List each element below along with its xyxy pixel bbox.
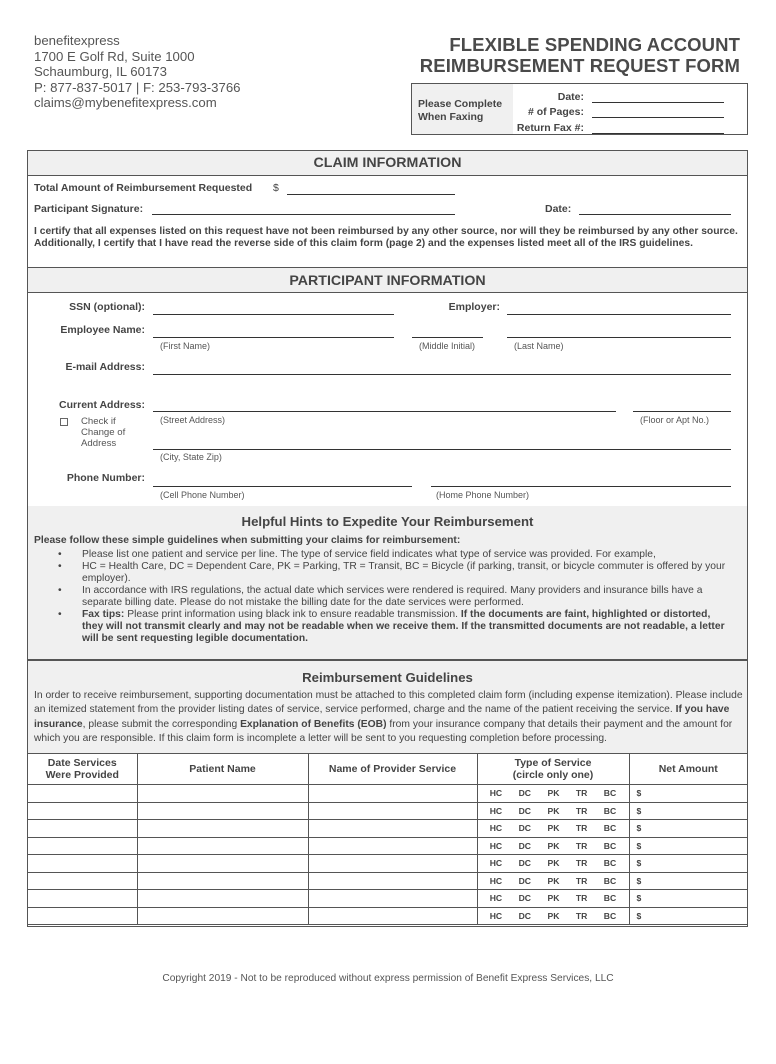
service-code-option[interactable]: PK	[547, 893, 560, 904]
fax-pages-row	[513, 103, 747, 119]
bullet-icon: •	[58, 561, 62, 572]
net-amount-cell[interactable]	[629, 802, 747, 820]
col-header-date: Date Services Were Provided	[28, 754, 137, 785]
col-header-provider: Name of Provider Service	[308, 754, 477, 785]
helpful-hints-list	[58, 549, 730, 645]
cell-phone-hint: (Cell Phone Number)	[160, 490, 245, 500]
patient-name-cell[interactable]	[137, 907, 308, 925]
first-name-field[interactable]	[153, 337, 394, 338]
net-amount-cell[interactable]	[629, 907, 747, 925]
service-code-option[interactable]: HC	[489, 893, 503, 904]
employee-name-label: Employee Name:	[60, 324, 145, 336]
helpful-hints-intro: Please follow these simple guidelines when submitting your claims for reimbursement:	[34, 535, 461, 546]
certification-statement: I certify that all expenses listed on this request have not been reimbursed by any other source, nor will they be reimbursed by any other source. Additionally, I certify that I have read the reverse side of this claim form (page 2) and the expenses listed meet all of the IRS guidelines.	[34, 226, 738, 249]
provider-cell[interactable]	[308, 820, 477, 838]
employer-field[interactable]	[507, 314, 731, 315]
fax-info-box	[411, 83, 748, 135]
change-of-address-line3: Address	[81, 438, 117, 449]
col-header-amount: Net Amount	[629, 754, 747, 785]
table-row	[28, 872, 747, 890]
fax-tips-label: Fax tips:	[82, 609, 125, 620]
table-row	[28, 802, 747, 820]
date-cell[interactable]	[28, 837, 137, 855]
patient-name-cell[interactable]	[137, 837, 308, 855]
street-address-hint: (Street Address)	[160, 415, 226, 425]
company-email: claims@mybenefitexpress.com	[34, 95, 217, 111]
provider-cell[interactable]	[308, 855, 477, 873]
form-title-line2: REIMBURSEMENT REQUEST FORM	[419, 55, 740, 76]
date-cell[interactable]	[28, 872, 137, 890]
hint-text: Please list one patient and service per line. The type of service field indicates what type of service was provided. For example,	[82, 549, 656, 560]
service-code-option[interactable]: PK	[547, 823, 560, 834]
table-row	[28, 820, 747, 838]
service-type-cell	[477, 890, 629, 908]
service-code-option[interactable]: TR	[575, 805, 588, 816]
hint-text: In accordance with IRS regulations, the actual date which services were rendered is required. Many providers and insurance bills have a separate billing date. Please do not mistake the billing date for the date services were performed.	[82, 585, 703, 608]
fax-return-field[interactable]	[592, 123, 724, 134]
provider-cell[interactable]	[308, 802, 477, 820]
service-code-option[interactable]: TR	[575, 823, 588, 834]
currency-symbol: $	[273, 182, 279, 194]
hint-text: HC = Health Care, DC = Dependent Care, PK = Parking, TR = Transit, BC = Bicycle (if parking, transit, or bicycle commuter is offered by your employer).	[82, 561, 726, 584]
form-title	[420, 34, 740, 76]
service-type-cell	[477, 785, 629, 803]
date-cell[interactable]	[28, 785, 137, 803]
claim-date-field[interactable]	[579, 214, 731, 215]
table-row	[28, 855, 747, 873]
service-code-option[interactable]: BC	[603, 875, 617, 886]
hint-text: Please print information using black ink to ensure readable transmission.	[124, 609, 461, 620]
bullet-icon: •	[58, 585, 62, 596]
service-type-cell	[477, 855, 629, 873]
net-amount-cell[interactable]	[629, 785, 747, 803]
service-code-option[interactable]: BC	[603, 840, 617, 851]
service-code-option[interactable]: TR	[575, 840, 588, 851]
fax-label-line1: Please Complete	[418, 98, 503, 110]
provider-cell[interactable]	[308, 890, 477, 908]
patient-name-cell[interactable]	[137, 855, 308, 873]
fax-box-label	[412, 84, 513, 134]
currency-symbol: $	[636, 875, 642, 886]
bullet-icon: •	[58, 609, 62, 620]
last-name-field[interactable]	[507, 337, 731, 338]
reimbursement-guidelines-title: Reimbursement Guidelines	[302, 670, 473, 685]
participant-information-section	[27, 267, 748, 507]
street-address-field[interactable]	[153, 411, 616, 412]
service-code-option[interactable]: PK	[547, 875, 560, 886]
hint-item	[58, 585, 730, 609]
table-row	[28, 907, 747, 925]
date-cell[interactable]	[28, 855, 137, 873]
table-row	[28, 837, 747, 855]
service-code-option[interactable]: DC	[518, 858, 532, 869]
change-of-address-label	[81, 416, 125, 449]
table-header-row	[28, 754, 747, 785]
currency-symbol: $	[636, 788, 642, 799]
service-code-option[interactable]: DC	[518, 788, 532, 799]
fax-return-row	[513, 118, 747, 134]
middle-initial-hint: (Middle Initial)	[419, 341, 476, 351]
company-phone-fax: P: 877-837-5017 | F: 253-793-3766	[34, 79, 241, 95]
fax-date-field[interactable]	[592, 92, 724, 103]
fax-return-label: Return Fax #:	[516, 121, 584, 134]
provider-cell[interactable]	[308, 872, 477, 890]
company-address-block	[34, 33, 241, 111]
patient-name-cell[interactable]	[137, 820, 308, 838]
total-amount-label: Total Amount of Reimbursement Requested	[34, 182, 253, 194]
service-code-option[interactable]: BC	[603, 788, 617, 799]
apt-field[interactable]	[633, 411, 731, 412]
first-name-hint: (First Name)	[160, 341, 210, 351]
patient-name-cell[interactable]	[137, 872, 308, 890]
service-code-option[interactable]: TR	[575, 893, 588, 904]
net-amount-cell[interactable]	[629, 837, 747, 855]
date-cell[interactable]	[28, 890, 137, 908]
service-code-option[interactable]: HC	[489, 823, 503, 834]
bullet-icon: •	[58, 549, 62, 560]
fax-label-line2: When Faxing	[418, 110, 484, 123]
service-type-cell	[477, 907, 629, 925]
guideline-text: , please submit the corresponding	[82, 718, 241, 730]
date-cell[interactable]	[28, 907, 137, 925]
claim-information-heading: CLAIM INFORMATION	[28, 151, 747, 176]
service-code-option[interactable]: DC	[518, 875, 532, 886]
service-code-option[interactable]: HC	[489, 858, 503, 869]
apt-hint: (Floor or Apt No.)	[640, 415, 710, 425]
copyright-footer: Copyright 2019 - Not to be reproduced without express permission of Benefit Express Services, LLC	[162, 973, 614, 984]
fax-date-label: Date:	[557, 90, 584, 103]
email-field[interactable]	[153, 374, 731, 375]
email-label: E-mail Address:	[65, 361, 145, 373]
service-code-option[interactable]: HC	[489, 910, 503, 921]
service-code-option[interactable]: PK	[547, 910, 560, 921]
service-code-option[interactable]: TR	[575, 875, 588, 886]
date-cell[interactable]	[28, 802, 137, 820]
ssn-field[interactable]	[153, 314, 394, 315]
guideline-text: from your insurance company that details their payment and the amount for which you are responsible. If this claim form is incomplete a letter will be sent to you requesting completion before processing.	[34, 718, 733, 744]
form-title-line1: FLEXIBLE SPENDING ACCOUNT	[449, 34, 740, 55]
service-code-option[interactable]: BC	[603, 823, 617, 834]
service-code-option[interactable]: HC	[489, 875, 503, 886]
service-code-option[interactable]: BC	[603, 893, 617, 904]
currency-symbol: $	[636, 805, 642, 816]
hint-item	[58, 549, 730, 561]
patient-name-cell[interactable]	[137, 785, 308, 803]
company-name: benefitexpress	[34, 33, 120, 48]
claim-information-section	[27, 150, 748, 268]
date-cell[interactable]	[28, 820, 137, 838]
service-code-option[interactable]: PK	[547, 788, 560, 799]
change-of-address-line1: Check if	[81, 416, 116, 427]
company-address-line1: 1700 E Golf Rd, Suite 1000	[34, 48, 195, 64]
currency-symbol: $	[636, 910, 642, 921]
table-row	[28, 785, 747, 803]
reimbursement-guidelines-section	[27, 659, 748, 927]
service-code-option[interactable]: HC	[489, 840, 503, 851]
service-type-cell	[477, 837, 629, 855]
net-amount-cell[interactable]	[629, 890, 747, 908]
service-code-option[interactable]: TR	[575, 788, 588, 799]
provider-cell[interactable]	[308, 837, 477, 855]
service-code-option[interactable]: HC	[489, 788, 503, 799]
service-code-option[interactable]: DC	[518, 823, 532, 834]
provider-cell[interactable]	[308, 785, 477, 803]
change-of-address-line2: Change of	[81, 427, 126, 438]
city-state-zip-field[interactable]	[153, 449, 731, 450]
service-code-option[interactable]: DC	[518, 805, 532, 816]
fax-date-row	[513, 87, 747, 103]
city-state-zip-hint: (City, State Zip)	[160, 452, 222, 462]
service-code-option[interactable]: PK	[547, 805, 560, 816]
currency-symbol: $	[636, 840, 642, 851]
total-amount-field[interactable]	[287, 194, 455, 195]
service-code-option[interactable]: TR	[575, 858, 588, 869]
patient-name-cell[interactable]	[137, 802, 308, 820]
net-amount-cell[interactable]	[629, 872, 747, 890]
change-of-address-checkbox[interactable]	[60, 418, 68, 426]
last-name-hint: (Last Name)	[514, 341, 564, 351]
home-phone-hint: (Home Phone Number)	[436, 490, 530, 500]
service-type-cell	[477, 872, 629, 890]
service-code-option[interactable]: BC	[603, 858, 617, 869]
middle-initial-field[interactable]	[412, 337, 483, 338]
service-code-option[interactable]: BC	[603, 805, 617, 816]
participant-signature-label: Participant Signature:	[34, 203, 144, 215]
helpful-hints-section	[27, 506, 748, 660]
hint-item	[58, 561, 730, 585]
service-code-option[interactable]: DC	[518, 910, 532, 921]
service-code-option[interactable]: HC	[489, 805, 503, 816]
patient-name-cell[interactable]	[137, 890, 308, 908]
provider-cell[interactable]	[308, 907, 477, 925]
service-code-option[interactable]: PK	[547, 840, 560, 851]
reimbursement-guidelines-text	[34, 689, 746, 746]
hint-item-fax-tips	[58, 609, 730, 645]
service-code-option[interactable]: DC	[518, 840, 532, 851]
service-code-option[interactable]: PK	[547, 858, 560, 869]
currency-symbol: $	[636, 893, 642, 904]
guideline-eob-emphasis: Explanation of Benefits (EOB)	[240, 718, 387, 730]
participant-information-heading: PARTICIPANT INFORMATION	[28, 267, 747, 293]
current-address-label: Current Address:	[59, 399, 145, 411]
currency-symbol: $	[636, 823, 642, 834]
col-header-type: Type of Service (circle only one)	[477, 754, 629, 785]
fax-pages-field[interactable]	[592, 107, 724, 118]
guideline-insurance-emphasis: If you have insurance	[34, 704, 730, 730]
cell-phone-field[interactable]	[153, 486, 412, 487]
net-amount-cell[interactable]	[629, 820, 747, 838]
ssn-label: SSN (optional):	[69, 301, 145, 313]
service-type-cell	[477, 820, 629, 838]
home-phone-field[interactable]	[431, 486, 731, 487]
table-row	[28, 890, 747, 908]
fax-pages-label: # of Pages:	[527, 106, 584, 118]
currency-symbol: $	[636, 858, 642, 869]
guideline-text: In order to receive reimbursement, supporting documentation must be attached to this completed claim form (including expense itemization). Please include an itemized statement from the provider listing dates of service, service performed, charge and the name of the patient receiving the service.	[34, 690, 743, 716]
company-address-line2: Schaumburg, IL 60173	[34, 64, 167, 80]
service-code-option[interactable]: TR	[575, 910, 588, 921]
service-code-option[interactable]: DC	[518, 893, 532, 904]
net-amount-cell[interactable]	[629, 855, 747, 873]
phone-number-label: Phone Number:	[66, 472, 145, 484]
claim-date-label: Date:	[545, 203, 572, 215]
participant-signature-field[interactable]	[152, 214, 455, 215]
col-header-patient: Patient Name	[137, 754, 308, 785]
fax-tips-warning: If the documents are faint, highlighted or distorted, they will not transmit clearly and may not be readable when we receive them. If the transmitted documents are not readable, a letter will be sent requesting legible documentation.	[82, 609, 725, 644]
service-code-option[interactable]: BC	[603, 910, 617, 921]
helpful-hints-title: Helpful Hints to Expedite Your Reimbursement	[241, 514, 534, 529]
service-type-cell	[477, 802, 629, 820]
employer-label: Employer:	[448, 301, 500, 313]
expense-claims-table	[28, 753, 747, 925]
